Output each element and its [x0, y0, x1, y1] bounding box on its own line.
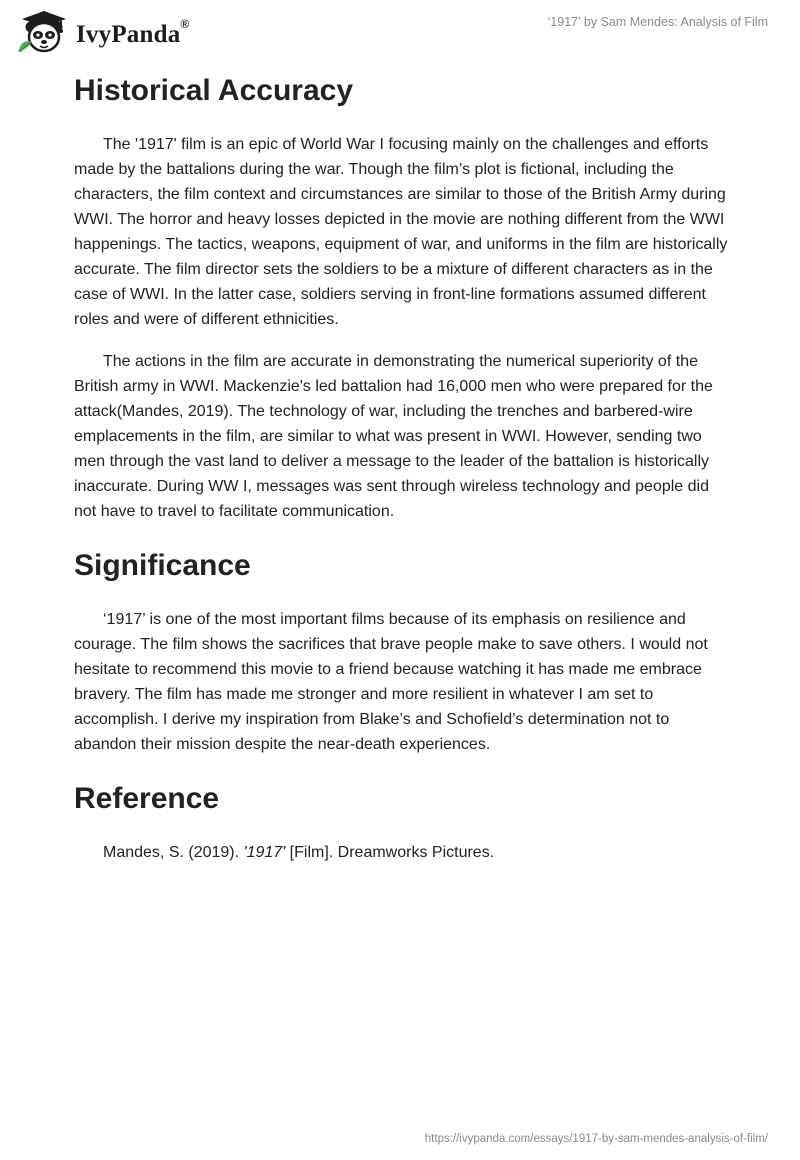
- citation-rest: [Film]. Dreamworks Pictures.: [285, 844, 495, 861]
- page-header: [0, 0, 800, 60]
- brand-name: IvyPanda®: [76, 17, 190, 48]
- paragraph-historical-accuracy-1: The '1917' film is an epic of World War I focusing mainly on the challenges and efforts made by the battalions during the war. Though the film’s plot is fictional, including the characters, the film context and circumstances are similar to those of the British Army during WWI. The horror and heavy losses depicted in the movie are nothing different from the WWI happenings. The tactics, weapons, equipment of war, and uniforms in the film are historically accurate. The film director sets the soldiers to be a mixture of different characters as in the case of WWI. In the latter case, soldiers serving in front-line formations assumed different roles and were of different ethnicities.: [74, 136, 728, 328]
- document-title: ‘1917’ by Sam Mendes: Analysis of Film: [547, 15, 768, 29]
- registered-mark: ®: [180, 17, 190, 32]
- paragraph-historical-accuracy-2: The actions in the film are accurate in demonstrating the numerical superiority of the British army in WWI. Mackenzie's led battalion had 16,000 men who were prepared for the attack(Mandes, 2019). The technology of war, including the trenches and barbered-wire emplacements in the film, are similar to what was present in WWI. However, sending two men through the vast land to deliver a message to the leader of the battalion is historically inaccurate. During WW I, messages was sent through wireless technology and people did not have to travel to facilitate communication.: [74, 353, 713, 520]
- reference-citation: [74, 840, 734, 865]
- essay-content: [74, 72, 734, 865]
- heading-significance: Significance: [74, 549, 251, 582]
- citation-title: '1917': [243, 844, 286, 861]
- citation-author: Mandes, S. (2019).: [103, 844, 244, 861]
- ivypanda-logo[interactable]: [14, 8, 189, 61]
- paragraph-significance: ‘1917’ is one of the most important films because of its emphasis on resilience and courage. The film shows the sacrifices that brave people make to save others. I would not hesitate to recommend this movie to a friend because watching it has made me embrace bravery. The film has made me stronger and more resilient in whatever I am set to accomplish. I derive my inspiration from Blake’s and Schofield’s determination not to abandon their mission despite the near-death experiences.: [74, 611, 708, 753]
- heading-historical-accuracy: Historical Accuracy: [74, 74, 354, 107]
- heading-reference: Reference: [74, 782, 220, 815]
- source-url[interactable]: https://ivypanda.com/essays/1917-by-sam-mendes-analysis-of-film/: [424, 1133, 768, 1145]
- panda-graduate-icon: [14, 8, 74, 61]
